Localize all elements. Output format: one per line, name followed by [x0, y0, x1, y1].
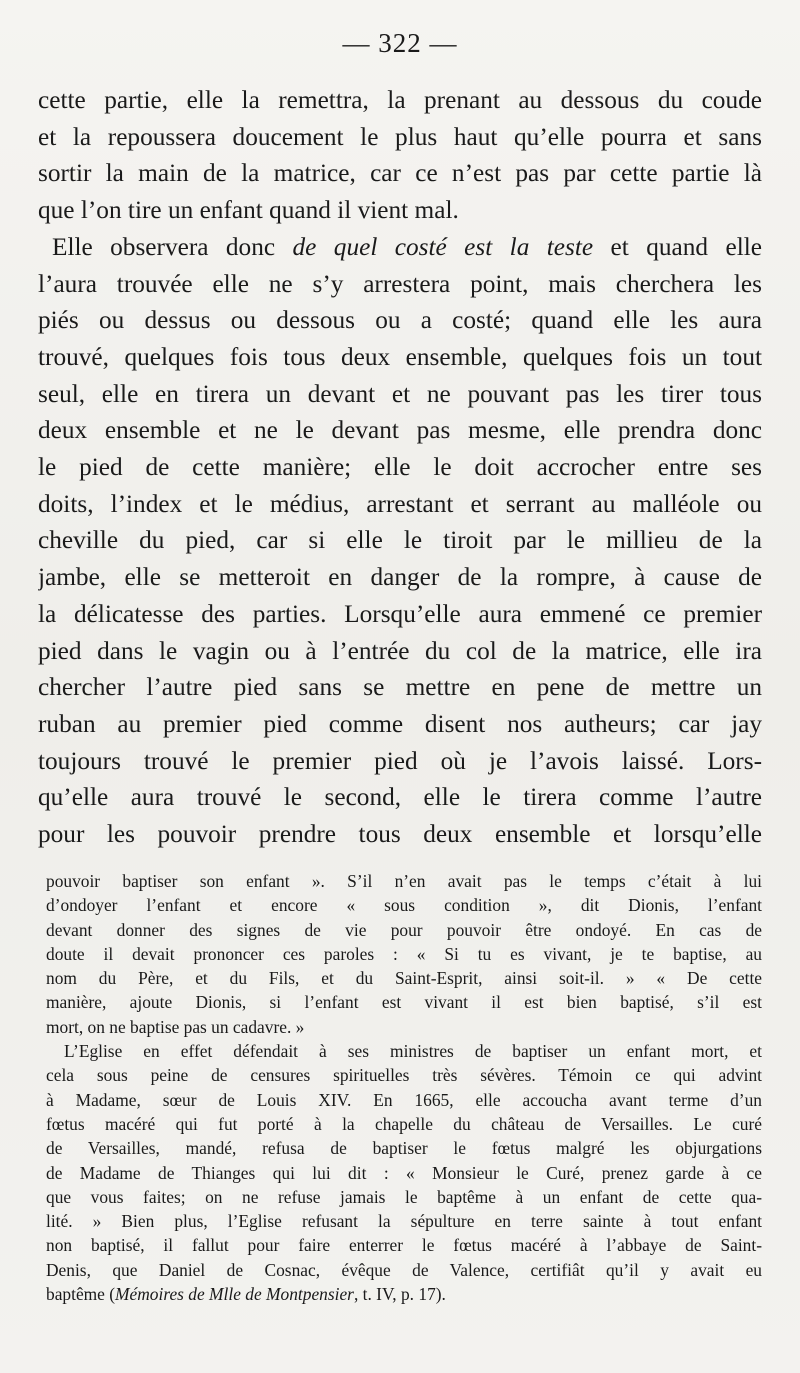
note-line: L’Eglise en effet défendait à ses ministres de baptiser un enfant mort, et	[64, 1041, 762, 1062]
text-line: ruban au premier pied comme disent nos autheurs; car jay	[38, 709, 762, 738]
note-line: lité. » Bien plus, l’Eglise refusant la sépulture en terre sainte à tout enfant	[46, 1211, 762, 1232]
note-line: de Madame de Thianges qui lui dit : « Monsieur le Curé, prenez garde à ce	[46, 1162, 762, 1183]
text-line: qu’elle aura trouvé le second, elle le tirera comme l’autre	[38, 783, 762, 812]
note-line: à Madame, sœur de Louis XIV. En 1665, elle accoucha avant terme d’un	[46, 1089, 762, 1110]
note-line: pouvoir baptiser son enfant ». S’il n’en avait pas le temps c’était à lui	[46, 871, 762, 891]
text-line: chercher l’autre pied sans se mettre en pene de mettre un	[38, 673, 762, 702]
text-line: jambe, elle se metteroit en danger de la rompre, à cause de	[38, 563, 762, 592]
note-line: manière, ajoute Dionis, si l’enfant est vivant il est bien baptisé, s’il est	[46, 992, 762, 1013]
text-line: la délicatesse des parties. Lorsqu’elle aura emmené ce premier	[38, 599, 762, 628]
text-line: l’aura trouvée elle ne s’y arrestera point, mais cherchera les	[38, 269, 762, 298]
note-line: de Versailles, mandé, refusa de baptiser le fœtus malgré les objurgations	[46, 1138, 762, 1159]
text-line: cette partie, elle la remettra, la prenant au dessous du coude	[38, 86, 762, 114]
note-line: devant donner des signes de vie pour pouvoir être ondoyé. En cas de	[46, 919, 762, 940]
note-line: fœtus macéré qui fut porté à la chapelle du château de Versailles. Le curé	[46, 1113, 762, 1134]
text-line: pied dans le vagin ou à l’entrée du col de la matrice, elle ira	[38, 636, 762, 665]
page-number: — 322 —	[342, 28, 458, 58]
text-line: toujours trouvé le premier pied où je l’avois laissé. Lors-	[38, 746, 762, 775]
note-line: cela sous peine de censures spirituelles très sévères. Témoin ce qui advint	[46, 1065, 762, 1086]
text-line: cheville du pied, car si elle le tiroit par le millieu de la	[38, 526, 762, 555]
italic-phrase: de quel costé est la teste	[292, 232, 594, 261]
text-line: deux ensemble et ne le devant pas mesme, elle prendra donc	[38, 416, 762, 445]
text-line: piés ou dessus ou dessous ou a costé; quand elle les aura	[38, 306, 762, 335]
text-line: pour les pouvoir prendre tous deux ensemble et lorsqu’elle	[38, 820, 762, 849]
text-line: trouvé, quelques fois tous deux ensemble, quelques fois un tout	[38, 342, 762, 371]
text-line: et la repoussera doucement le plus haut qu’elle pourra et sans	[38, 122, 762, 151]
text-run: , t. IV, p. 17).	[353, 1284, 446, 1305]
text-run: baptême (	[46, 1284, 116, 1305]
text-run: et quand elle	[593, 232, 762, 261]
citation-line	[46, 1282, 762, 1306]
footnotes	[46, 869, 762, 1306]
text-run: Elle observera donc	[52, 232, 293, 261]
text-line: seul, elle en tirera un devant et ne pouvant pas les tirer tous	[38, 379, 762, 408]
main-text	[38, 82, 762, 853]
text-line: que l’on tire un enfant quand il vient mal.	[38, 196, 459, 225]
note-line: d’ondoyer l’enfant et encore « sous condition », dit Dionis, l’enfant	[46, 895, 762, 916]
note-line: non baptisé, il fallut pour faire enterrer le fœtus macéré à l’abbaye de Saint-	[46, 1235, 762, 1256]
paragraph-start-line	[38, 229, 762, 266]
text-line: sortir la main de la matrice, car ce n’est pas par cette partie là	[38, 159, 762, 188]
text-line: le pied de cette manière; elle le doit accrocher entre ses	[38, 453, 762, 482]
note-line: mort, on ne baptise pas un cadavre. »	[46, 1016, 305, 1037]
italic-title: Mémoires de Mlle de Montpensier	[115, 1284, 354, 1305]
text-line: doits, l’index et le médius, arrestant et serrant au malléole ou	[38, 489, 762, 518]
note-line: doute il devait prononcer ces paroles : « Si tu es vivant, je te baptise, au	[46, 943, 762, 964]
note-line: Denis, que Daniel de Cosnac, évêque de Valence, certifiât qu’il y avait eu	[46, 1259, 762, 1280]
note-line: que vous faites; on ne refuse jamais le baptême à un enfant de cette qua-	[46, 1186, 762, 1207]
note-line: nom du Père, et du Fils, et du Saint-Esprit, ainsi soit-il. » « De cette	[46, 968, 762, 989]
